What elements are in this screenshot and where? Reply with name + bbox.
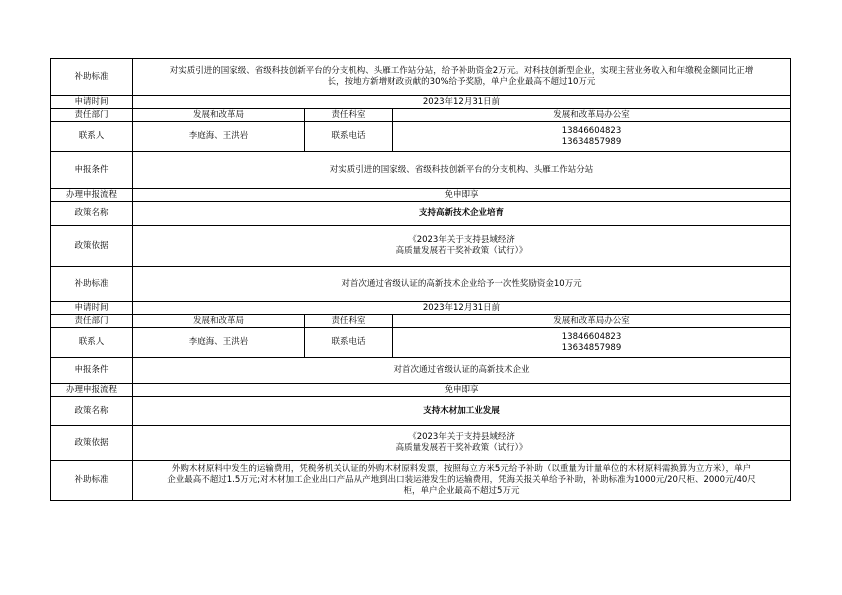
- contact-names: 李庭海、王洪岩: [133, 122, 305, 152]
- policy-basis-line: 高质量发展若干奖补政策（试行）》: [395, 443, 528, 453]
- label-contact-phone: 联系电话: [305, 328, 393, 358]
- row-policy-name: [51, 202, 791, 226]
- phone-number: 13846604823: [561, 125, 622, 136]
- label-contact-phone: 联系电话: [305, 122, 393, 152]
- row-policy-basis: [51, 426, 791, 461]
- responsible-dept-value: 发展和改革局: [133, 109, 305, 122]
- label-application-time: 申请时间: [51, 302, 133, 315]
- policy-basis-line: 《2023年关于支持县域经济: [408, 235, 515, 245]
- row-responsible-dept: [51, 315, 791, 328]
- responsible-section-value: 发展和改革局办公室: [393, 315, 791, 328]
- subsidy-standard-text: 对首次通过省级认证的高新技术企业给予一次性奖励资金10万元: [133, 267, 791, 302]
- policy-sheet: [50, 58, 790, 501]
- row-responsible-dept: [51, 109, 791, 122]
- label-process: 办理申报流程: [51, 189, 133, 202]
- label-contact: 联系人: [51, 328, 133, 358]
- label-responsible-dept: 责任部门: [51, 109, 133, 122]
- phone-number: 13634857989: [561, 136, 622, 147]
- label-policy-name: 政策名称: [51, 397, 133, 426]
- process-value: 免申即享: [133, 384, 791, 397]
- contact-phones: [393, 122, 791, 152]
- contact-phones: [393, 328, 791, 358]
- phone-number: 13634857989: [561, 342, 622, 353]
- label-responsible-section: 责任科室: [305, 315, 393, 328]
- conditions-value: 对首次通过省级认证的高新技术企业: [133, 358, 791, 384]
- responsible-dept-value: 发展和改革局: [133, 315, 305, 328]
- subsidy-standard-line: 企业最高不超过1.5万元;对木材加工企业出口产品从产地到出口装运港发生的运输费用，凭海关报关单给予补助，补助标准为1000元/20尺柜、2000元/40尺: [167, 475, 756, 485]
- label-contact: 联系人: [51, 122, 133, 152]
- subsidy-standard-line: 长，按地方新增财政贡献的30%给予奖励，单户企业最高不超过10万元: [327, 77, 596, 87]
- policy-basis-text: [133, 226, 791, 267]
- row-application-time: [51, 96, 791, 109]
- row-policy-name: [51, 397, 791, 426]
- label-subsidy-standard: 补助标准: [51, 461, 133, 501]
- subsidy-standard-text: [133, 59, 791, 96]
- subsidy-standard-line: 柜，单户企业最高不超过5万元: [403, 486, 520, 496]
- application-time-value: 2023年12月31日前: [133, 96, 791, 109]
- policy-basis-line: 高质量发展若干奖补政策（试行）》: [395, 246, 528, 256]
- policy-title: 支持高新技术企业培育: [133, 202, 791, 226]
- label-policy-basis: 政策依据: [51, 226, 133, 267]
- label-process: 办理申报流程: [51, 384, 133, 397]
- label-subsidy-standard: 补助标准: [51, 59, 133, 96]
- row-subsidy-standard: [51, 267, 791, 302]
- application-time-value: 2023年12月31日前: [133, 302, 791, 315]
- policy-basis-text: [133, 426, 791, 461]
- policy-title: 支持木材加工业发展: [133, 397, 791, 426]
- row-subsidy-standard: [51, 59, 791, 96]
- subsidy-standard-line: 外购木材原料中发生的运输费用，凭税务机关认证的外购木材原料发票，按照每立方米5元给予补助（以重量为计量单位的木材原料需换算为立方米），单户: [171, 464, 752, 474]
- label-application-time: 申请时间: [51, 96, 133, 109]
- row-application-time: [51, 302, 791, 315]
- phone-number: 13846604823: [561, 331, 622, 342]
- policy-table: [50, 58, 791, 501]
- contact-names: 李庭海、王洪岩: [133, 328, 305, 358]
- label-subsidy-standard: 补助标准: [51, 267, 133, 302]
- process-value: 免申即享: [133, 189, 791, 202]
- row-contact: [51, 328, 791, 358]
- row-contact: [51, 122, 791, 152]
- label-responsible-dept: 责任部门: [51, 315, 133, 328]
- subsidy-standard-line: 对实质引进的国家级、省级科技创新平台的分支机构、头雁工作站分站，给予补助资金2万元。对科技创新型企业，实现主营业务收入和年缴税金额同比正增: [169, 66, 754, 76]
- label-conditions: 申报条件: [51, 358, 133, 384]
- subsidy-standard-text: [133, 461, 791, 501]
- label-policy-name: 政策名称: [51, 202, 133, 226]
- policy-basis-line: 《2023年关于支持县域经济: [408, 432, 515, 442]
- row-process: [51, 189, 791, 202]
- responsible-section-value: 发展和改革局办公室: [393, 109, 791, 122]
- label-conditions: 申报条件: [51, 152, 133, 189]
- conditions-value: 对实质引进的国家级、省级科技创新平台的分支机构、头雁工作站分站: [133, 152, 791, 189]
- row-subsidy-standard: [51, 461, 791, 501]
- label-policy-basis: 政策依据: [51, 426, 133, 461]
- row-policy-basis: [51, 226, 791, 267]
- row-conditions: [51, 152, 791, 189]
- label-responsible-section: 责任科室: [305, 109, 393, 122]
- row-process: [51, 384, 791, 397]
- row-conditions: [51, 358, 791, 384]
